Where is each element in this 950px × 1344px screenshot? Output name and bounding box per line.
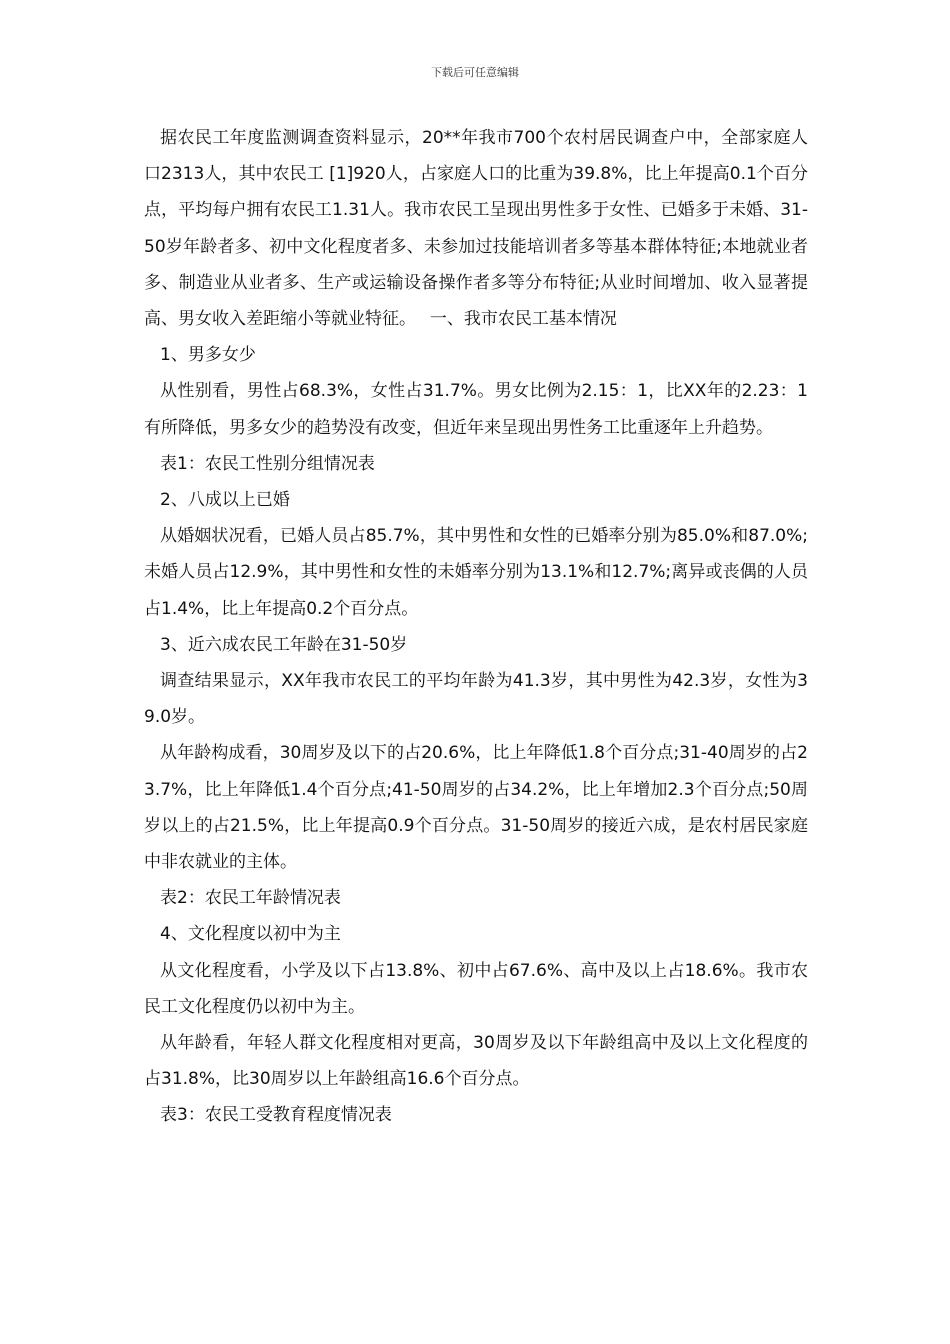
intro-paragraph: 据农民工年度监测调查资料显示，20**年我市700个农村居民调查户中，全部家庭人口2313人，其中农民工 [1]920人，占家庭人口的比重为39.8%，比上年提高0.1个百分点，平均每户拥有农民工1.31人。我市农民工呈现出男性多于女性、已婚多于未婚、31-50岁年龄者多、初中文化程度者多、未参加过技能培训者多等基本群体特征;本地就业者多、制造业从业者多、生产或运输设备操作者多等分布特征;从业时间增加、收入显著提高、男女收入差距缩小等就业特征。 一、我市农民工基本情况	[144, 128, 808, 330]
table-caption-gender: 表1：农民工性别分组情况表	[160, 453, 375, 474]
table-caption-education: 表3：农民工受教育程度情况表	[160, 1105, 392, 1126]
page-header: 下载后可任意编辑	[431, 66, 519, 79]
table-caption-age: 表2：农民工年龄情况表	[160, 888, 341, 909]
average-age-paragraph: 调查结果显示，XX年我市农民工的平均年龄为41.3岁，其中男性为42.3岁，女性为39.0岁。	[144, 671, 808, 728]
education-age-paragraph: 从年龄看，年轻人群文化程度相对更高，30周岁及以下年龄组高中及以上文化程度的占31.8%，比30周岁以上年龄组高16.6个百分点。	[144, 1033, 808, 1090]
document-body	[144, 120, 808, 1134]
marriage-paragraph: 从婚姻状况看，已婚人员占85.7%，其中男性和女性的已婚率分别为85.0%和87.0%;未婚人员占12.9%，其中男性和女性的未婚率分别为13.1%和12.7%;离异或丧偶的人员占1.4%，比上年提高0.2个百分点。	[144, 526, 808, 619]
section-heading-marriage: 2、八成以上已婚	[160, 490, 290, 511]
gender-paragraph: 从性别看，男性占68.3%，女性占31.7%。男女比例为2.15：1，比XX年的2.23：1有所降低，男多女少的趋势没有改变，但近年来呈现出男性务工比重逐年上升趋势。	[144, 381, 808, 438]
section-heading-age: 3、近六成农民工年龄在31-50岁	[160, 634, 408, 655]
section-heading-education: 4、文化程度以初中为主	[160, 924, 341, 945]
age-structure-paragraph: 从年龄构成看，30周岁及以下的占20.6%，比上年降低1.8个百分点;31-40周岁的占23.7%，比上年降低1.4个百分点;41-50周岁的占34.2%，比上年增加2.3个百分点;50周岁以上的占21.5%，比上年提高0.9个百分点。31-50周岁的接近六成，是农村居民家庭中非农就业的主体。	[144, 743, 808, 873]
education-paragraph: 从文化程度看，小学及以下占13.8%、初中占67.6%、高中及以上占18.6%。我市农民工文化程度仍以初中为主。	[144, 960, 808, 1017]
section-heading-gender: 1、男多女少	[160, 345, 256, 366]
